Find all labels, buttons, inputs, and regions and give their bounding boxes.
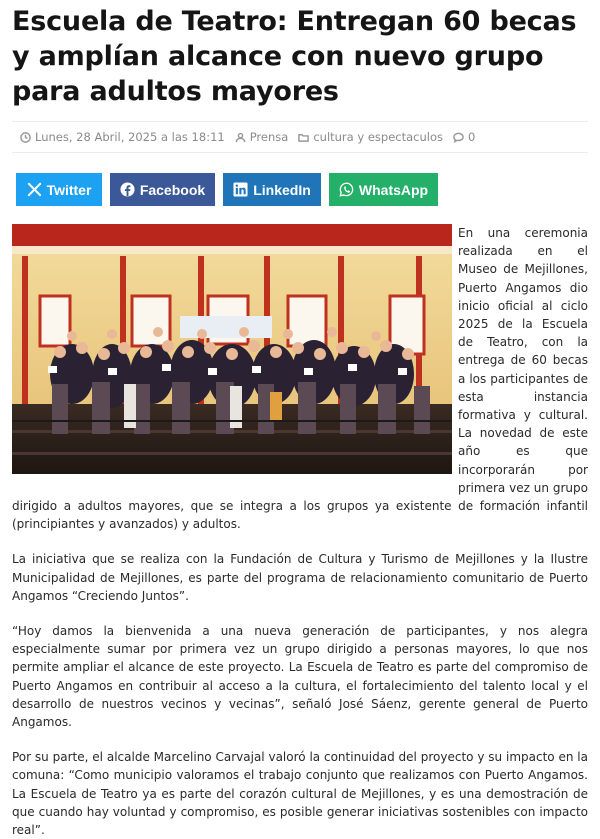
share-linkedin-label: LinkedIn [253,181,311,198]
article-meta [12,121,588,153]
clock-icon [20,132,31,143]
facebook-icon [120,182,135,197]
share-twitter-button[interactable] [16,173,102,206]
meta-date-text: Lunes, 28 Abril, 2025 a las 18:11 [35,130,225,144]
share-facebook-button[interactable] [110,173,215,206]
comment-icon [453,132,464,143]
article-paragraph: La iniciativa que se realiza con la Fundación de Cultura y Turismo de Mejillones y la Ilustre Municipalidad de Mejillones, es parte del programa de relacionamiento comunitario de Puerto Angamos “Creciendo Juntos”. [12,552,588,603]
meta-author-text: Prensa [249,130,289,144]
share-twitter-label: Twitter [46,181,92,198]
article-paragraph: En una ceremonia realizada en el Museo de Mejillones, Puerto Angamos dio inicio oficial al ciclo 2025 de la Escuela de Teatro, con la entrega de 60 becas a los participantes de esta instancia formativa y cultural. La novedad de este año es que incorporarán por primera vez un grupo dirigido a adultos mayores, que se integra a los grupos ya existente de formación infantil (principiantes y avanzados) y adultos. [12,226,588,532]
meta-comments[interactable] [453,130,475,144]
article-title: Escuela de Teatro: Entregan 60 becas y amplían alcance con nuevo grupo para adultos mayores [12,6,577,107]
share-facebook-label: Facebook [139,181,206,198]
folder-icon [298,132,309,143]
share-whatsapp-label: WhatsApp [358,181,429,198]
meta-category-text: cultura y espectaculos [313,130,443,144]
meta-author[interactable] [235,130,289,144]
linkedin-icon [233,182,248,197]
meta-date [20,130,225,144]
article-photo [12,224,452,474]
article-paragraph: Por su parte, el alcalde Marcelino Carvajal valoró la continuidad del proyecto y su impacto en la comuna: “Como municipio valoramos el trabajo conjunto que realizamos con Puerto Angamos. La Escuela de Teatro ya es parte del corazón cultural de Mejillones, y es una demostración de que cuando hay voluntad y compromiso, es posible generar iniciativas sostenibles con impacto real”. [12,750,588,838]
article-body [12,224,588,839]
user-icon [235,132,246,143]
x-logo-icon [27,182,42,197]
share-whatsapp-button[interactable] [329,173,438,206]
share-bar [16,173,588,206]
group-photo-illustration [12,224,452,474]
share-linkedin-button[interactable] [223,173,321,206]
article-paragraph: “Hoy damos la bienvenida a una nueva generación de participantes, y nos alegra especialmente sumar por primera vez un grupo dirigido a personas mayores, lo que nos permite ampliar el alcance de este proyecto. La Escuela de Teatro es parte del compromiso de Puerto Angamos en contribuir al acceso a la cultura, el fortalecimiento del talento local y el desarrollo de nuestros vecinos y vecinas”, señaló José Sáenz, gerente general de Puerto Angamos. [12,624,588,730]
whatsapp-icon [339,182,354,197]
meta-comments-count: 0 [467,130,476,144]
meta-category[interactable] [298,130,443,144]
